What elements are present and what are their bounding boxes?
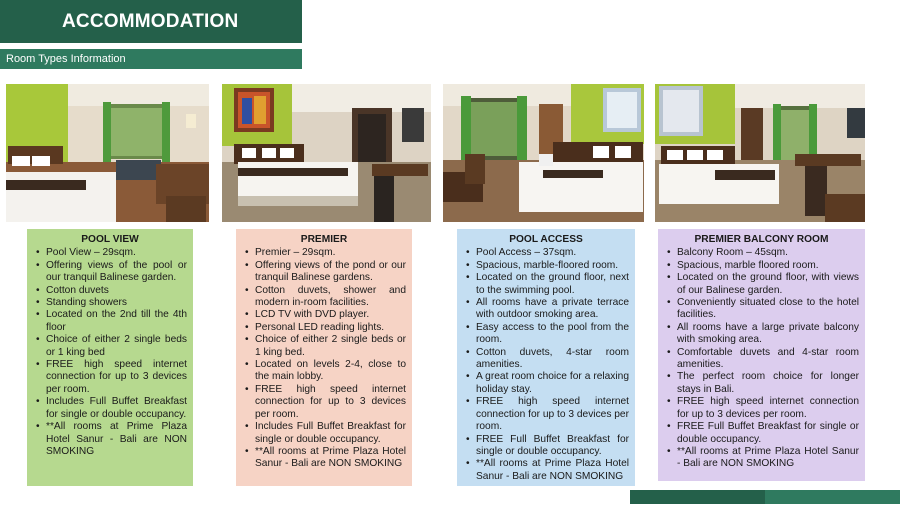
pool-view-card [27,229,193,486]
pool-access-card [457,229,635,486]
section-subtitle-text: Room Types Information [6,53,126,65]
premier-balcony-card [658,229,865,481]
page-title-text: ACCOMMODATION [62,10,239,32]
feature-item: • Located on the ground floor, next to the swimming pool. [463,272,629,297]
feature-item: • Includes Full Buffet Breakfast for single or double occupancy. [33,396,187,421]
feature-item: • Offering views of the pond or our tranquil Balinese gardens. [242,260,406,285]
feature-list [463,247,629,483]
premier-balcony-room-photo [655,84,865,222]
room-title: PREMIER [300,234,348,245]
room-title: PREMIER BALCONY ROOM [694,234,829,245]
feature-item: • **All rooms at Prime Plaza Hotel Sanur - Bali are NON SMOKING [463,458,629,483]
feature-item: • Located on the ground floor, with views of our Balinese garden. [664,272,859,297]
pool-view-room-photo [6,84,209,222]
feature-item: • Cotton duvets, shower and modern in-room facilities. [242,285,406,310]
feature-item: • Conveniently situated close to the hotel facilities. [664,297,859,322]
footer-bar-dark [630,490,765,504]
feature-item: • Choice of either 2 single beds or 1 king bed. [242,334,406,359]
feature-item: • FREE high speed internet connection for up to 3 devices per room. [242,384,406,421]
feature-item: • Pool Access – 37sqm. [463,247,629,259]
feature-item: • Pool View – 29sqm. [33,247,187,259]
room-title: POOL VIEW [81,234,139,245]
page-title [0,0,302,43]
footer-bar-light [765,490,900,504]
feature-item: • Offering views of the pool or our tranquil Balinese garden. [33,260,187,285]
feature-item: • Personal LED reading lights. [242,322,406,334]
feature-list [664,247,859,470]
feature-item: • Cotton duvets [33,285,187,297]
room-title: POOL ACCESS [509,234,583,245]
premier-card [236,229,412,486]
feature-item: • Located on levels 2-4, close to the main lobby. [242,359,406,384]
feature-list [242,247,406,470]
feature-item: • All rooms have a large private balcony with smoking area. [664,322,859,347]
feature-item: • The perfect room choice for longer stays in Bali. [664,371,859,396]
pool-access-room-photo [443,84,644,222]
feature-list [33,247,187,458]
feature-item: • Spacious, marble floored room. [664,260,859,272]
premier-room-photo [222,84,431,222]
feature-item: • FREE high speed internet connection for up to 3 devices per room. [463,396,629,433]
feature-item: • **All rooms at Prime Plaza Hotel Sanur - Bali are NON SMOKING [33,421,187,458]
feature-item: • Cotton duvets, 4-star room amenities. [463,347,629,372]
feature-item: • Choice of either 2 single beds or 1 king bed [33,334,187,359]
feature-item: • **All rooms at Prime Plaza Hotel Sanur - Bali are NON SMOKING [664,446,859,471]
section-subtitle [0,49,302,69]
feature-item: • Located on the 2nd till the 4th floor [33,309,187,334]
feature-item: • Comfortable duvets and 4-star room amenities. [664,347,859,372]
feature-item: • Standing showers [33,297,187,309]
feature-item: • LCD TV with DVD player. [242,309,406,321]
feature-item: • **All rooms at Prime Plaza Hotel Sanur - Bali are NON SMOKING [242,446,406,471]
feature-item: • Balcony Room – 45sqm. [664,247,859,259]
feature-item: • Includes Full Buffet Breakfast for single or double occupancy. [242,421,406,446]
feature-item: • Spacious, marble-floored room. [463,260,629,272]
feature-item: • All rooms have a private terrace with outdoor smoking area. [463,297,629,322]
feature-item: • Premier – 29sqm. [242,247,406,259]
feature-item: • A great room choice for a relaxing holiday stay. [463,371,629,396]
feature-item: • FREE high speed internet connection for up to 3 devices per room. [664,396,859,421]
feature-item: • FREE high speed internet connection for up to 3 devices per room. [33,359,187,396]
feature-item: • Easy access to the pool from the room. [463,322,629,347]
feature-item: • FREE Full Buffet Breakfast for single or double occupancy. [664,421,859,446]
feature-item: • FREE Full Buffet Breakfast for single or double occupancy. [463,434,629,459]
